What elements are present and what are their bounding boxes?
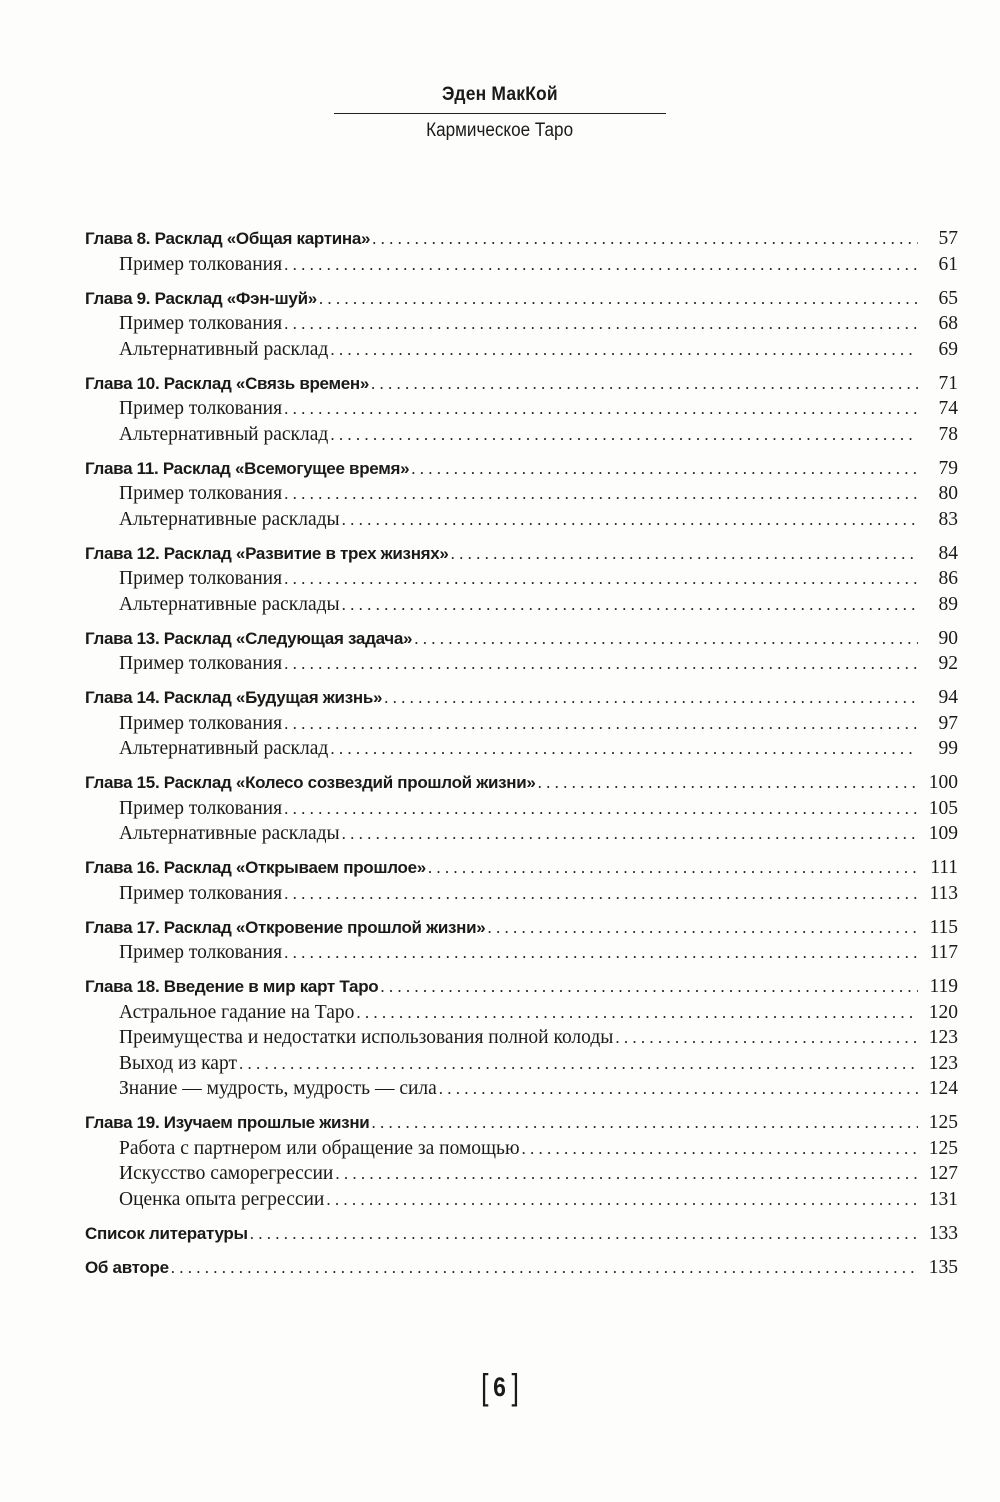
toc-entry-page: 123	[928, 1027, 958, 1048]
toc-chapter-row[interactable]	[85, 286, 958, 312]
toc-chapter-row[interactable]	[85, 1255, 958, 1281]
toc-entry-page: 68	[938, 313, 958, 334]
toc-entry-title: Глава 9. Расклад «Фэн-шуй»	[85, 288, 317, 308]
toc-entry-page: 61	[938, 253, 958, 275]
toc-entry-page: 117	[929, 942, 958, 963]
toc-group	[85, 226, 958, 277]
toc-group	[85, 974, 958, 1102]
header-rule	[334, 113, 666, 114]
toc-entry-title: Выход из карт	[119, 1052, 237, 1074]
dot-leader	[284, 711, 918, 737]
toc-entry-page: 83	[938, 508, 958, 530]
toc-chapter-row[interactable]	[85, 770, 958, 796]
dot-leader	[330, 337, 918, 363]
toc-entry-title: Альтернативный расклад	[119, 738, 329, 759]
toc-entry-title: Пример толкования	[119, 483, 283, 504]
dot-leader	[284, 481, 918, 507]
dot-leader	[538, 770, 918, 796]
toc-entry-title: Пример толкования	[119, 882, 283, 904]
toc-subentry-row[interactable]	[85, 566, 958, 592]
toc-entry-page: 99	[938, 738, 958, 759]
toc-chapter-row[interactable]	[85, 371, 958, 397]
toc-entry-title: Оценка опыта регрессии	[119, 1188, 325, 1210]
toc-entry-page: 135	[928, 1256, 958, 1278]
toc-chapter-row[interactable]	[85, 855, 958, 881]
toc-group	[85, 1110, 958, 1212]
toc-subentry-row[interactable]	[85, 651, 958, 677]
toc-chapter-row[interactable]	[85, 915, 958, 941]
dot-leader	[250, 1221, 918, 1247]
dot-leader	[384, 685, 918, 711]
toc-chapter-row[interactable]	[85, 626, 958, 652]
toc-entry-title: Глава 11. Расклад «Всемогущее время»	[85, 458, 410, 478]
toc-entry-title: Астральное гадание на Таро	[119, 1001, 355, 1023]
toc-entry-title: Пример толкования	[119, 313, 283, 334]
toc-entry-title: Пример толкования	[119, 942, 283, 963]
toc-entry-page: 123	[928, 1052, 958, 1074]
toc-entry-title: Глава 17. Расклад «Откровение прошлой жизни»	[85, 917, 486, 937]
toc-group	[85, 626, 958, 677]
dot-leader	[284, 252, 918, 278]
toc-chapter-row[interactable]	[85, 1110, 958, 1136]
toc-group	[85, 371, 958, 448]
toc-subentry-row[interactable]	[85, 821, 958, 847]
toc-entry-title: Альтернативный расклад	[119, 338, 329, 360]
page-number-value: 6	[493, 1372, 507, 1402]
toc-group	[85, 286, 958, 363]
toc-entry-page: 115	[929, 916, 958, 938]
toc-entry-title: Знание — мудрость, мудрость — сила	[119, 1078, 437, 1099]
dot-leader	[342, 821, 918, 847]
toc-entry-title: Глава 15. Расклад «Колесо созвездий прошлой жизни»	[85, 773, 536, 792]
toc-subentry-row[interactable]	[85, 396, 958, 422]
toc-entry-title: Глава 13. Расклад «Следующая задача»	[85, 628, 413, 648]
toc-group	[85, 1255, 958, 1281]
toc-chapter-row[interactable]	[85, 541, 958, 567]
dot-leader	[522, 1136, 918, 1162]
toc-entry-title: Пример толкования	[119, 568, 283, 589]
toc-entry-page: 124	[928, 1078, 958, 1099]
toc-entry-title: Пример толкования	[119, 712, 283, 734]
toc-subentry-row[interactable]	[85, 881, 958, 907]
dot-leader	[284, 796, 918, 822]
toc-chapter-row[interactable]	[85, 685, 958, 711]
toc-entry-page: 74	[938, 398, 958, 419]
toc-entry-title: Об авторе	[85, 1257, 169, 1277]
toc-entry-page: 79	[938, 457, 958, 479]
dot-leader	[439, 1076, 918, 1102]
toc-entry-title: Список литературы	[85, 1223, 248, 1243]
toc-entry-title: Глава 16. Расклад «Открываем прошлое»	[85, 858, 426, 877]
author-name: Эден МакКой	[442, 84, 558, 105]
dot-leader	[371, 1110, 918, 1136]
dot-leader	[284, 940, 918, 966]
dot-leader	[371, 371, 918, 397]
toc-entry-title: Глава 8. Расклад «Общая картина»	[85, 229, 371, 248]
toc-entry-page: 97	[938, 712, 958, 734]
toc-entry-page: 90	[938, 627, 958, 649]
toc-entry-page: 127	[928, 1163, 958, 1184]
toc-subentry-row[interactable]	[85, 311, 958, 337]
toc-entry-page: 100	[928, 772, 958, 793]
toc-entry-title: Глава 12. Расклад «Развитие в трех жизнях»	[85, 543, 449, 563]
toc-entry-page: 105	[928, 797, 958, 819]
toc-group	[85, 456, 958, 533]
toc-entry-page: 78	[938, 423, 958, 445]
toc-entry-page: 120	[928, 1001, 958, 1023]
toc-subentry-row[interactable]	[85, 736, 958, 762]
toc-entry-title: Пример толкования	[119, 253, 283, 275]
dot-leader	[171, 1255, 918, 1281]
dot-leader	[284, 566, 918, 592]
dot-leader	[356, 1000, 918, 1026]
toc-chapter-row[interactable]	[85, 1221, 958, 1247]
book-title: Кармическое Таро	[426, 120, 574, 141]
dot-leader	[330, 736, 918, 762]
toc-chapter-row[interactable]	[85, 456, 958, 482]
toc-entry-page: 113	[929, 882, 958, 904]
toc-entry-title: Преимущества и недостатки использования полной колоды	[119, 1027, 614, 1048]
toc-entry-page: 125	[928, 1112, 958, 1133]
toc-entry-title: Глава 19. Изучаем прошлые жизни	[85, 1113, 370, 1132]
toc-entry-page: 111	[930, 857, 958, 878]
toc-subentry-row[interactable]	[85, 252, 958, 278]
dot-leader	[615, 1025, 918, 1051]
toc-group	[85, 915, 958, 966]
toc-subentry-row[interactable]	[85, 711, 958, 737]
toc-entry-title: Альтернативный расклад	[119, 423, 329, 445]
toc-subentry-row[interactable]	[85, 1025, 958, 1051]
toc-entry-title: Альтернативные расклады	[119, 593, 340, 615]
toc-subentry-row[interactable]	[85, 796, 958, 822]
dot-leader	[330, 422, 918, 448]
toc-entry-title: Пример толкования	[119, 797, 283, 819]
toc-entry-page: 86	[938, 568, 958, 589]
toc-group	[85, 1221, 958, 1247]
toc-chapter-row[interactable]	[85, 226, 958, 252]
left-bracket: [	[480, 1366, 489, 1408]
toc-subentry-row[interactable]	[85, 481, 958, 507]
toc-entry-title: Глава 14. Расклад «Будущая жизнь»	[85, 688, 383, 707]
dot-leader	[451, 541, 918, 567]
toc-entry-title: Альтернативные расклады	[119, 508, 340, 530]
dot-leader	[284, 881, 918, 907]
dot-leader	[411, 456, 918, 482]
toc-entry-page: 131	[928, 1188, 958, 1210]
toc-entry-title: Альтернативные расклады	[119, 823, 340, 844]
toc-subentry-row[interactable]	[85, 1187, 958, 1213]
toc-entry-title: Искусство саморегрессии	[119, 1163, 334, 1184]
toc-group	[85, 685, 958, 762]
toc-entry-title: Пример толкования	[119, 653, 283, 674]
toc-entry-page: 65	[938, 287, 958, 309]
toc-entry-page: 69	[938, 338, 958, 360]
dot-leader	[284, 396, 918, 422]
toc-subentry-row[interactable]	[85, 1076, 958, 1102]
dot-leader	[380, 974, 918, 1000]
toc-group	[85, 770, 958, 847]
toc-entry-page: 89	[938, 593, 958, 615]
dot-leader	[372, 226, 918, 252]
toc-chapter-row[interactable]	[85, 974, 958, 1000]
dot-leader	[342, 592, 918, 618]
right-bracket: ]	[511, 1366, 520, 1408]
toc-entry-page: 133	[928, 1222, 958, 1244]
toc-entry-title: Пример толкования	[119, 398, 283, 419]
toc-subentry-row[interactable]	[85, 422, 958, 448]
toc-entry-page: 94	[938, 687, 958, 708]
toc-entry-page: 109	[928, 823, 958, 844]
toc-entry-page: 80	[938, 483, 958, 504]
running-header	[0, 84, 1000, 142]
dot-leader	[284, 651, 918, 677]
dot-leader	[326, 1187, 918, 1213]
toc-subentry-row[interactable]	[85, 592, 958, 618]
dot-leader	[239, 1051, 918, 1077]
dot-leader	[487, 915, 918, 941]
toc-group	[85, 855, 958, 906]
dot-leader	[319, 286, 918, 312]
toc-subentry-row[interactable]	[85, 337, 958, 363]
toc-group	[85, 541, 958, 618]
toc-subentry-row[interactable]	[85, 1000, 958, 1026]
dot-leader	[414, 626, 918, 652]
toc-subentry-row[interactable]	[85, 1161, 958, 1187]
dot-leader	[342, 507, 918, 533]
toc-entry-title: Работа с партнером или обращение за помощью	[119, 1137, 520, 1159]
toc-subentry-row[interactable]	[85, 940, 958, 966]
toc-entry-title: Глава 18. Введение в мир карт Таро	[85, 977, 379, 996]
toc-entry-title: Глава 10. Расклад «Связь времен»	[85, 373, 370, 393]
toc-entry-page: 71	[938, 372, 958, 394]
dot-leader	[428, 855, 918, 881]
toc-entry-page: 119	[929, 976, 958, 997]
toc-entry-page: 84	[938, 542, 958, 564]
dot-leader	[335, 1161, 918, 1187]
table-of-contents	[85, 226, 958, 1289]
page-number	[0, 1366, 1000, 1408]
toc-entry-page: 92	[938, 653, 958, 674]
toc-entry-page: 125	[928, 1137, 958, 1159]
toc-subentry-row[interactable]	[85, 1136, 958, 1162]
toc-subentry-row[interactable]	[85, 1051, 958, 1077]
toc-subentry-row[interactable]	[85, 507, 958, 533]
toc-entry-page: 57	[938, 228, 958, 249]
dot-leader	[284, 311, 918, 337]
